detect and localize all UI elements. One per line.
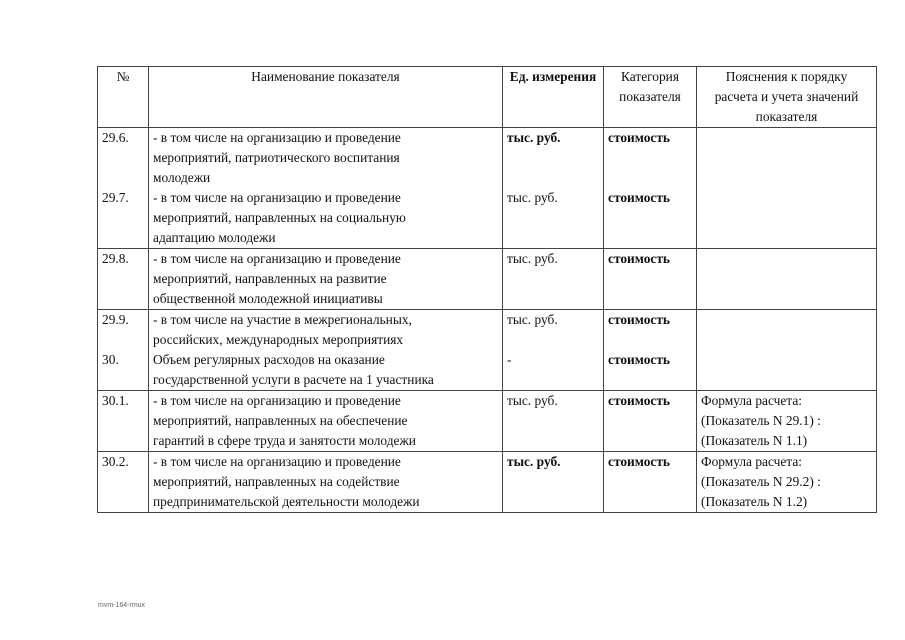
row-number: 30.2. xyxy=(98,452,149,513)
row-category: стоимость xyxy=(604,452,697,513)
row-indicator-name xyxy=(149,452,503,513)
row-category: стоимость xyxy=(604,350,697,391)
indicator-name-line: - в том числе на участие в межрегиональных, xyxy=(153,312,412,327)
row-indicator-name xyxy=(149,249,503,310)
indicator-name-line: мероприятий, направленных на развитие xyxy=(153,271,387,286)
header-notes-line-2: расчета и учета значений xyxy=(714,89,859,104)
header-category-line-1: Категория xyxy=(620,69,680,84)
table-row xyxy=(98,310,877,351)
header-number: № xyxy=(98,67,149,128)
row-indicator-name xyxy=(149,391,503,452)
row-unit: тыс. руб. xyxy=(503,452,604,513)
row-number: 29.9. xyxy=(98,310,149,351)
indicator-name-line: - в том числе на организацию и проведение xyxy=(153,130,401,145)
header-unit: Ед. измерения xyxy=(503,67,604,128)
row-unit: тыс. руб. xyxy=(503,188,604,249)
table-header-row xyxy=(98,67,877,128)
row-number: 29.7. xyxy=(98,188,149,249)
indicator-name-line: гарантий в сфере труда и занятости молодежи xyxy=(153,433,416,448)
row-notes xyxy=(697,188,877,249)
row-indicator-name xyxy=(149,350,503,391)
row-unit: тыс. руб. xyxy=(503,391,604,452)
indicator-name-line: адаптацию молодежи xyxy=(153,230,276,245)
row-category: стоимость xyxy=(604,128,697,189)
indicator-name-line: Объем регулярных расходов на оказание xyxy=(153,352,385,367)
indicators-table xyxy=(97,66,877,513)
indicator-name-line: - в том числе на организацию и проведение xyxy=(153,454,401,469)
row-number: 30.1. xyxy=(98,391,149,452)
row-notes xyxy=(697,128,877,189)
row-notes xyxy=(697,350,877,391)
row-unit: тыс. руб. xyxy=(503,128,604,189)
indicator-name-line: - в том числе на организацию и проведение xyxy=(153,393,401,408)
header-category xyxy=(604,67,697,128)
indicator-name-line: мероприятий, направленных на содействие xyxy=(153,474,400,489)
indicator-name-line: мероприятий, направленных на социальную xyxy=(153,210,406,225)
row-notes xyxy=(697,452,877,513)
indicator-name-line: - в том числе на организацию и проведение xyxy=(153,190,401,205)
indicator-name-line: мероприятий, направленных на обеспечение xyxy=(153,413,408,428)
notes-line: (Показатель N 29.1) : xyxy=(701,413,821,428)
row-indicator-name xyxy=(149,188,503,249)
table-row xyxy=(98,128,877,189)
header-category-line-2: показателя xyxy=(619,89,681,104)
row-notes xyxy=(697,249,877,310)
row-category: стоимость xyxy=(604,391,697,452)
row-notes xyxy=(697,391,877,452)
page-footer-code: mvm-164-rmux xyxy=(98,602,146,609)
row-unit: тыс. руб. xyxy=(503,249,604,310)
indicator-name-line: общественной молодежной инициативы xyxy=(153,291,383,306)
row-number: 30. xyxy=(98,350,149,391)
row-number: 29.8. xyxy=(98,249,149,310)
indicator-name-line: молодежи xyxy=(153,170,211,185)
header-notes-line-1: Пояснения к порядку xyxy=(725,69,848,84)
notes-line: Формула расчета: xyxy=(701,454,802,469)
indicator-name-line: предпринимательской деятельности молодежи xyxy=(153,494,420,509)
row-category: стоимость xyxy=(604,188,697,249)
table-row xyxy=(98,391,877,452)
table-row xyxy=(98,249,877,310)
row-category: стоимость xyxy=(604,310,697,351)
indicator-name-line: - в том числе на организацию и проведение xyxy=(153,251,401,266)
row-unit: - xyxy=(503,350,604,391)
row-notes xyxy=(697,310,877,351)
row-number: 29.6. xyxy=(98,128,149,189)
indicator-name-line: государственной услуги в расчете на 1 участника xyxy=(153,372,434,387)
indicator-name-line: мероприятий, патриотического воспитания xyxy=(153,150,400,165)
indicator-name-line: российских, международных мероприятиях xyxy=(153,332,404,347)
row-indicator-name xyxy=(149,310,503,351)
notes-line: (Показатель N 1.1) xyxy=(701,433,808,448)
header-notes xyxy=(697,67,877,128)
row-unit: тыс. руб. xyxy=(503,310,604,351)
notes-line: Формула расчета: xyxy=(701,393,802,408)
notes-line: (Показатель N 1.2) xyxy=(701,494,808,509)
row-category: стоимость xyxy=(604,249,697,310)
header-indicator-name: Наименование показателя xyxy=(149,67,503,128)
table-row xyxy=(98,452,877,513)
table-row xyxy=(98,188,877,249)
table-row xyxy=(98,350,877,391)
header-notes-line-3: показателя xyxy=(755,109,818,124)
row-indicator-name xyxy=(149,128,503,189)
notes-line: (Показатель N 29.2) : xyxy=(701,474,821,489)
